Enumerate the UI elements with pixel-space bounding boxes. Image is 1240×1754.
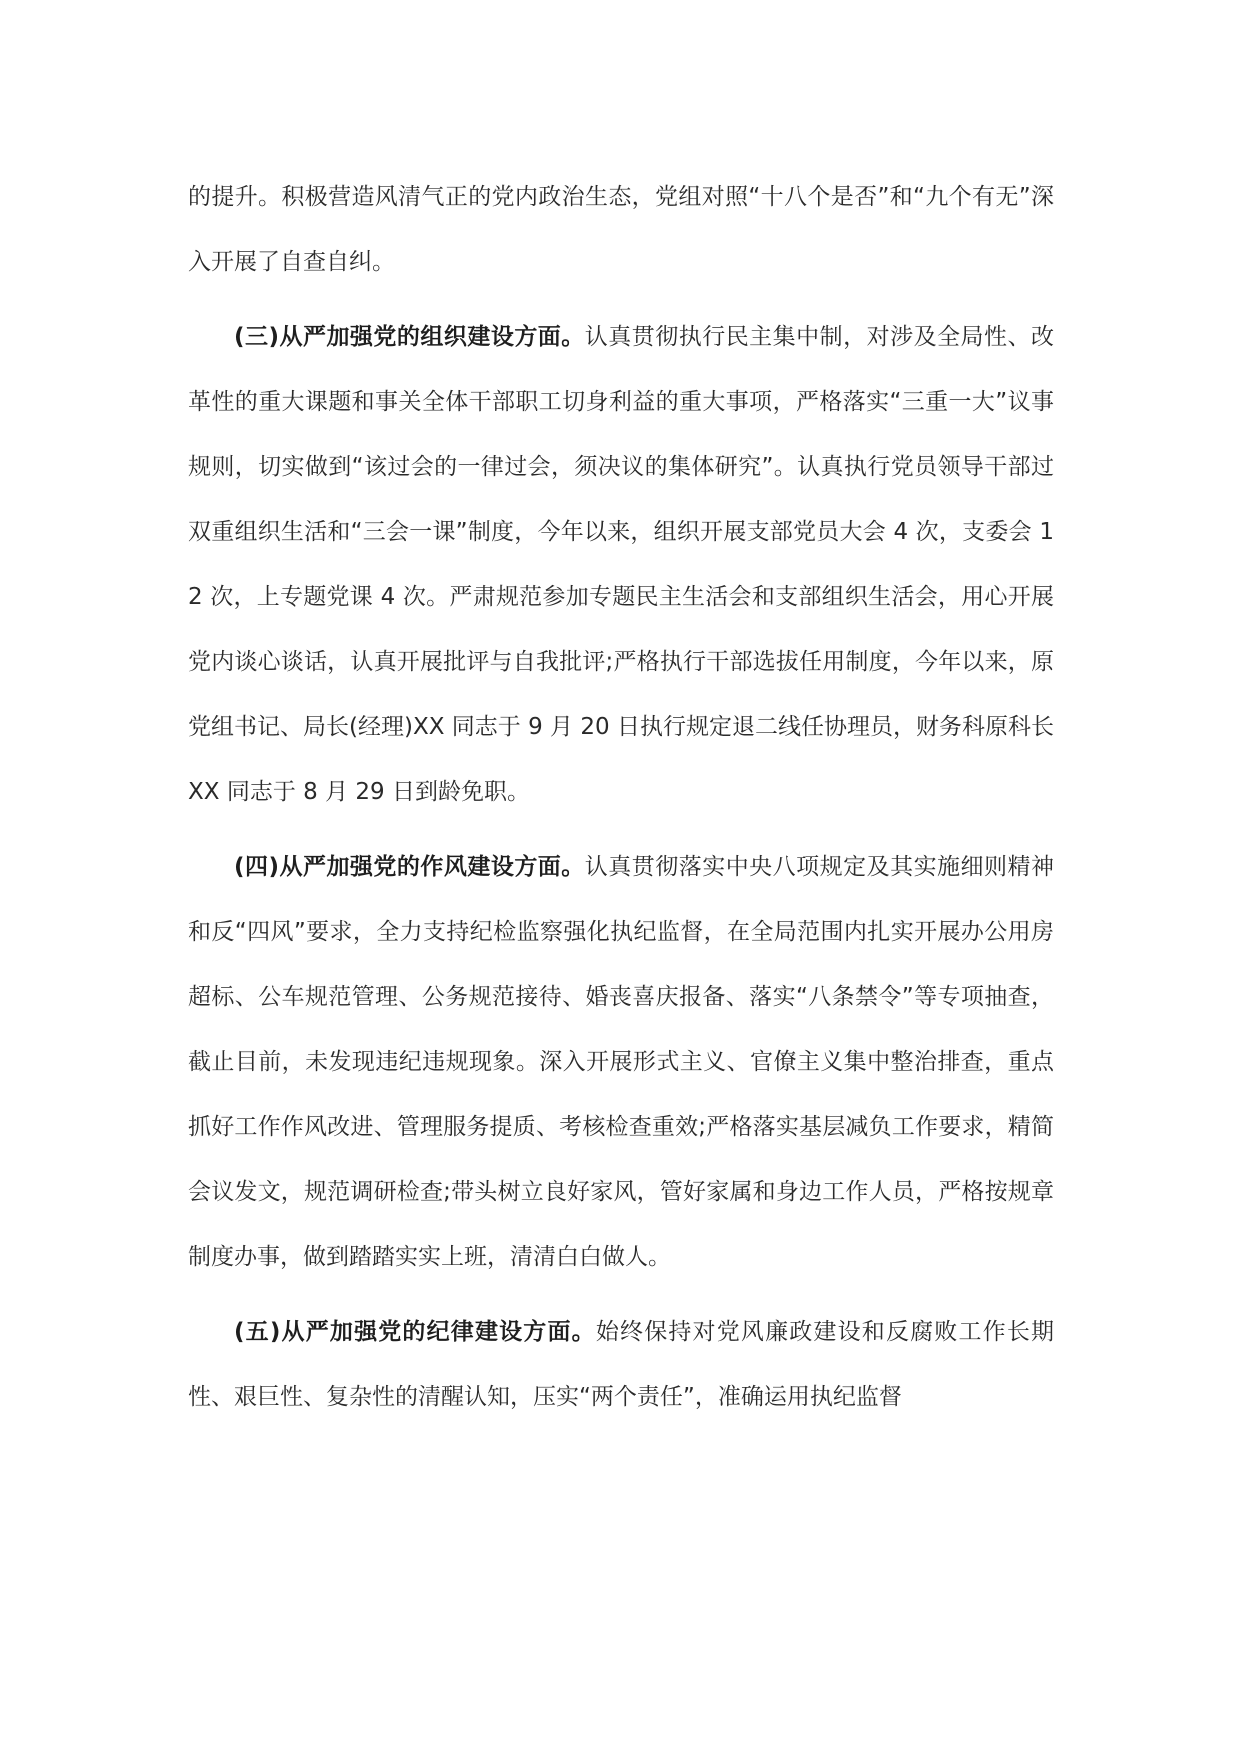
paragraph-style-building [188,835,1054,1290]
paragraph-text: 始终保持对党风廉政建设和反腐败工作长期性、艰巨性、复杂性的清醒认知，压实“两个责任”，准确运用执纪监督 [188,1319,1055,1410]
paragraph-text: 的提升。积极营造风清气正的党内政治生态，党组对照“十八个是否”和“九个有无”深入开展了自查自纠。 [188,184,1054,275]
paragraph-organization-building [188,305,1054,825]
paragraph-text: 认真贯彻落实中央八项规定及其实施细则精神和反“四风”要求，全力支持纪检监察强化执纪监督，在全局范围内扎实开展办公用房超标、公车规范管理、公务规范接待、婚丧喜庆报备、落实“八条禁令”等专项抽查，截止目前，未发现违纪违规现象。深入开展形式主义、官僚主义集中整治排查，重点抓好工作作风改进、管理服务提质、考核检查重效;严格落实基层减负工作要求，精简会议发文，规范调研检查;带头树立良好家风，管好家属和身边工作人员，严格按规章制度办事，做到踏踏实实上班，清清白白做人。 [188,854,1054,1270]
paragraph-heading: (四)从严加强党的作风建设方面。 [234,854,585,880]
paragraph-discipline-building [188,1300,1054,1430]
paragraph-heading: (五)从严加强党的纪律建设方面。 [234,1319,596,1345]
paragraph-continuation [188,165,1054,295]
document-body [188,165,1054,1430]
paragraph-text: 认真贯彻执行民主集中制，对涉及全局性、改革性的重大课题和事关全体干部职工切身利益的重大事项，严格落实“三重一大”议事规则，切实做到“该过会的一律过会，须决议的集体研究”。认真执行党员领导干部过双重组织生活和“三会一课”制度，今年以来，组织开展支部党员大会 4 次，支委会 12 次，上专题党课 4 次。严肃规范参加专题民主生活会和支部组织生活会，用心开展党内谈心谈话，认真开展批评与自我批评;严格执行干部选拔任用制度，今年以来，原党组书记、局长(经理)XX 同志于 9 月 20 日执行规定退二线任协理员，财务科原科长 XX 同志于 8 月 29 日到龄免职。 [188,324,1054,805]
paragraph-heading: (三)从严加强党的组织建设方面。 [234,324,585,350]
